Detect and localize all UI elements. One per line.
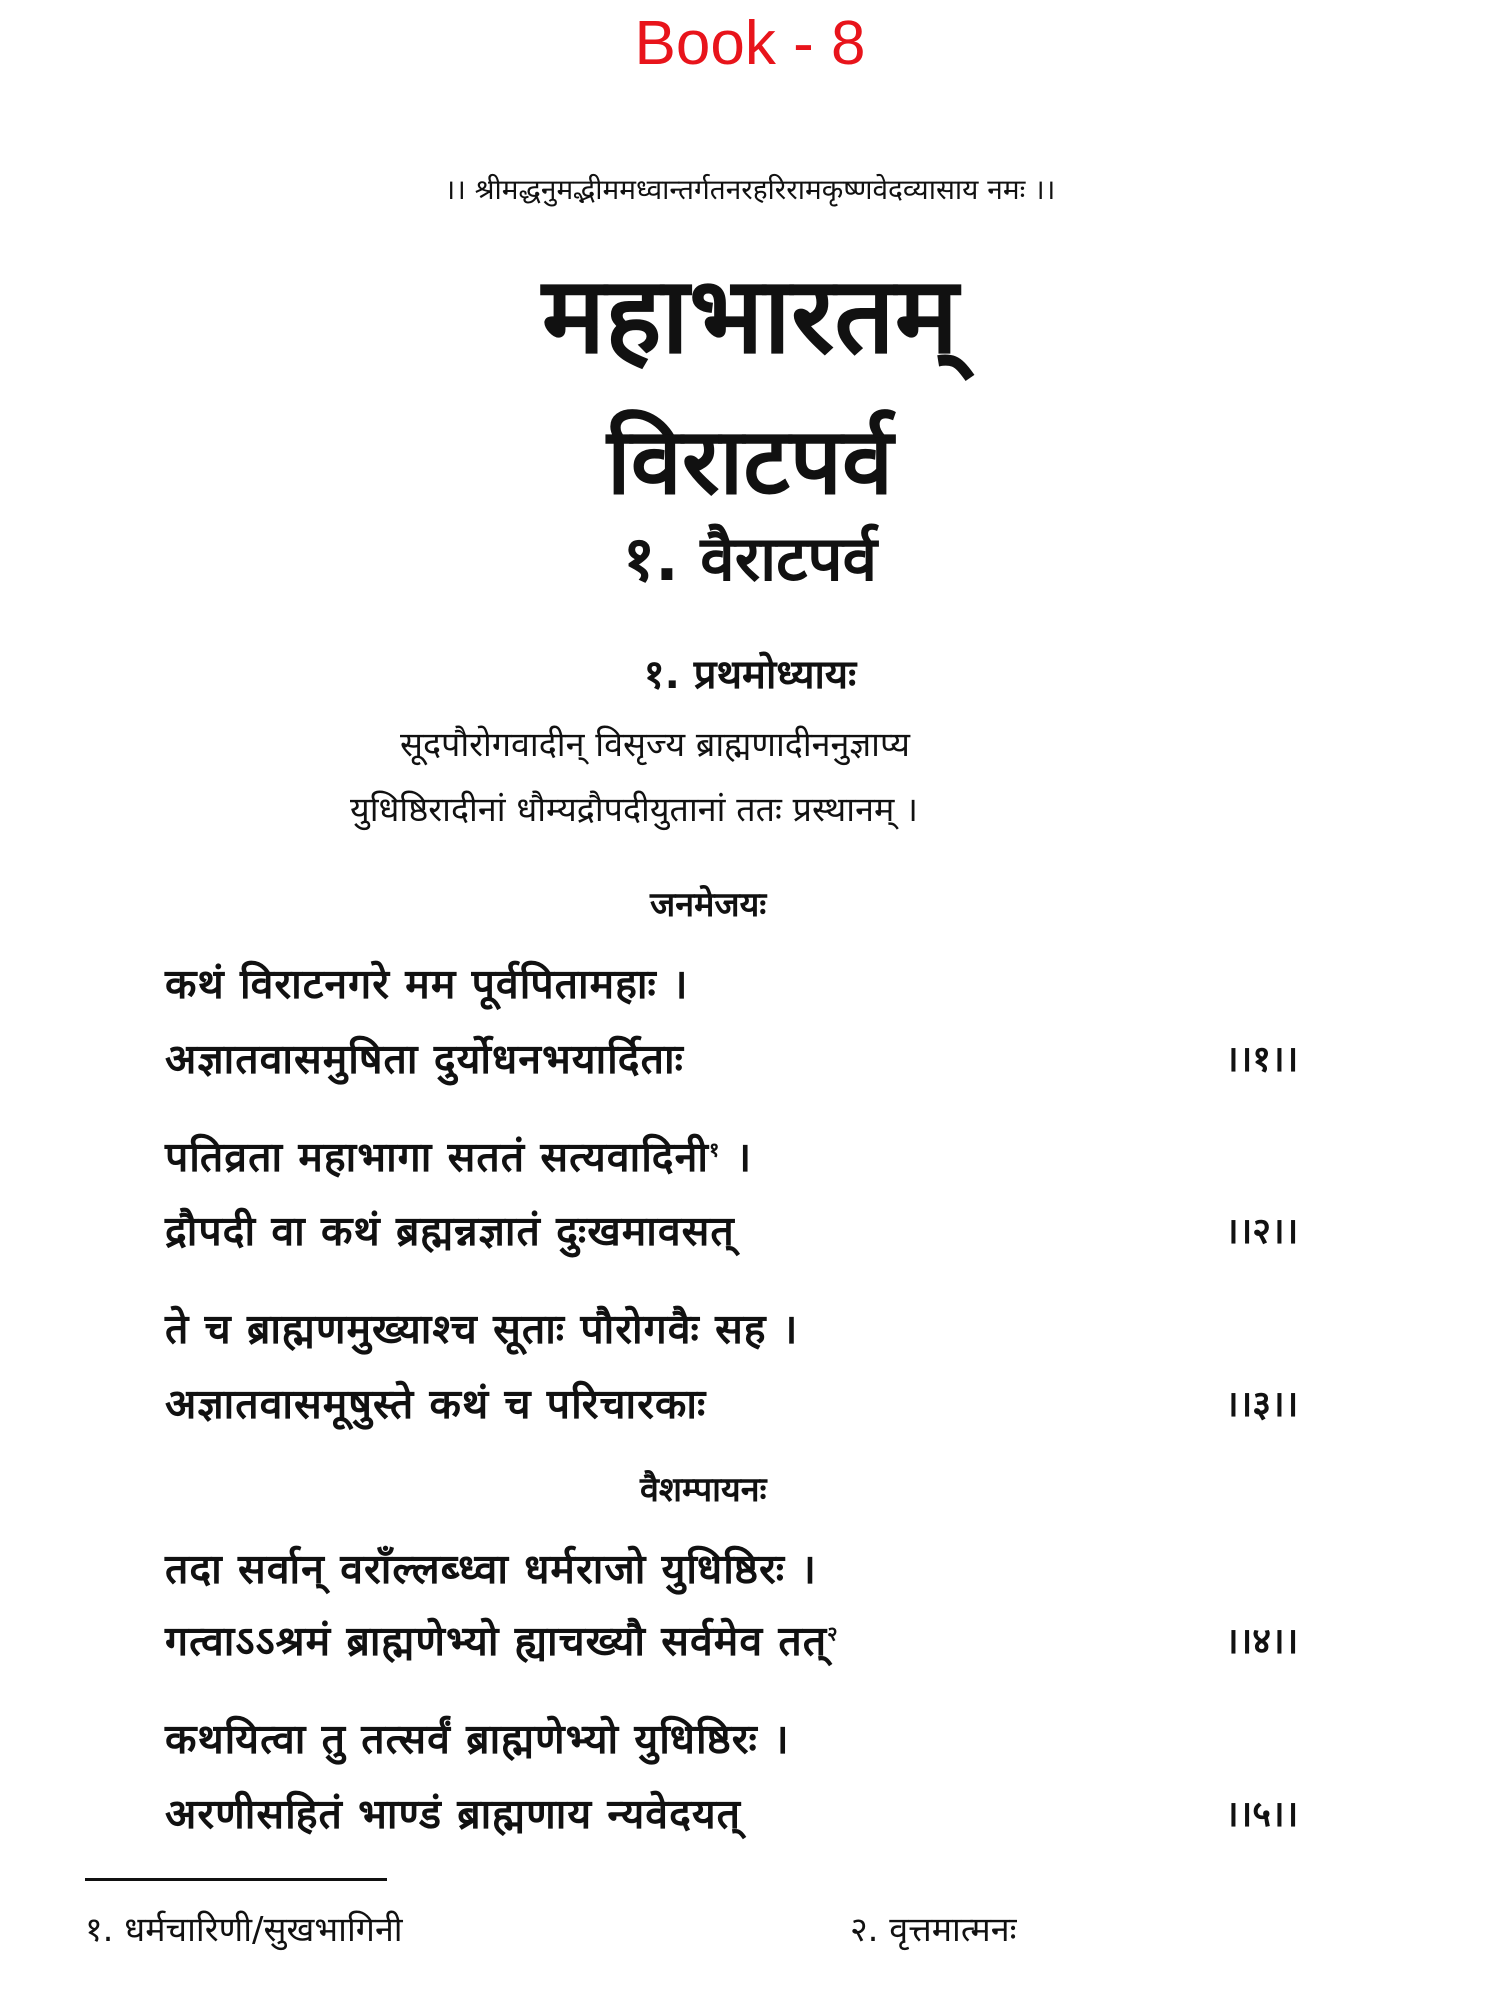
verse-3-line-2: अज्ञातवासमूषुस्ते कथं च परिचारकाः (165, 1380, 707, 1428)
invocation-line: ।। श्रीमद्धनुमद्भीममध्वान्तर्गतनरहरिरामकृष्णवेदव्यासाय नमः ।। (444, 173, 1056, 206)
verse-2-line-1-end: । (720, 1133, 753, 1181)
verse-5-line-2: अरणीसहितं भाण्डं ब्राह्मणाय न्यवेदयत् (165, 1790, 742, 1838)
parva-heading: विराटपर्व (606, 408, 894, 515)
verse-1-line-1: कथं विराटनगरे मम पूर्वपितामहाः । (165, 960, 689, 1008)
verse-3-line-1: ते च ब्राह्मणमुख्याश्च सूताः पौरोगवैः सह । (165, 1305, 799, 1353)
verse-4-line-2-text: गत्वाऽऽश्रमं ब्राह्मणेभ्यो ह्याचख्यौ सर्वमेव तत् (165, 1617, 828, 1665)
verse-3-number: ।।३।। (1225, 1384, 1299, 1425)
adhyaya-heading: १. प्रथमोध्यायः (643, 652, 857, 698)
footnote-1: १. धर्मचारिणी/सुखभागिनी (85, 1910, 403, 1950)
verse-5-number: ।।५।। (1225, 1794, 1299, 1835)
subparva-heading: १. वैराटपर्व (622, 522, 878, 595)
verse-2-number: ।।२।। (1225, 1211, 1299, 1252)
page-title: महाभारतम् (541, 254, 959, 377)
verse-2-line-1-text: पतिव्रता महाभागा सततं सत्यवादिनी (165, 1133, 709, 1181)
verse-2-line-1 (165, 1128, 752, 1184)
verse-1-number: ।।१।। (1225, 1039, 1299, 1080)
verse-4-line-2 (165, 1612, 839, 1668)
footnote-divider (85, 1878, 387, 1881)
summary-line-2: युधिष्ठिरादीनां धौम्यद्रौपदीयुतानां ततः प्रस्थानम् । (350, 790, 918, 830)
footnote-2: २. वृत्तमात्मनः (850, 1910, 1017, 1950)
verse-2-line-2: द्रौपदी वा कथं ब्रह्मन्नज्ञातं दुःखमावसत् (165, 1207, 735, 1255)
verse-4-number: ।।४।। (1225, 1621, 1299, 1662)
summary-line-1: सूदपौरोगवादीन् विसृज्य ब्राह्मणादीननुज्ञाप्य (400, 725, 910, 765)
verse-5-line-1: कथयित्वा तु तत्सर्वं ब्राह्मणेभ्यो युधिष्ठिरः । (165, 1715, 790, 1763)
verse-4-line-1: तदा सर्वान् वराँल्लब्ध्वा धर्मराजो युधिष्ठिरः । (165, 1545, 817, 1593)
speaker-vaishampayana: वैशम्पायनः (640, 1470, 767, 1510)
book-label: Book - 8 (634, 9, 866, 78)
speaker-janamejaya: जनमेजयः (650, 885, 767, 925)
footnote-marker-2: २ (827, 1621, 839, 1646)
verse-1-line-2: अज्ञातवासमुषिता दुर्योधनभयार्दिताः (165, 1035, 684, 1083)
footnote-marker-1: १ (708, 1137, 721, 1162)
